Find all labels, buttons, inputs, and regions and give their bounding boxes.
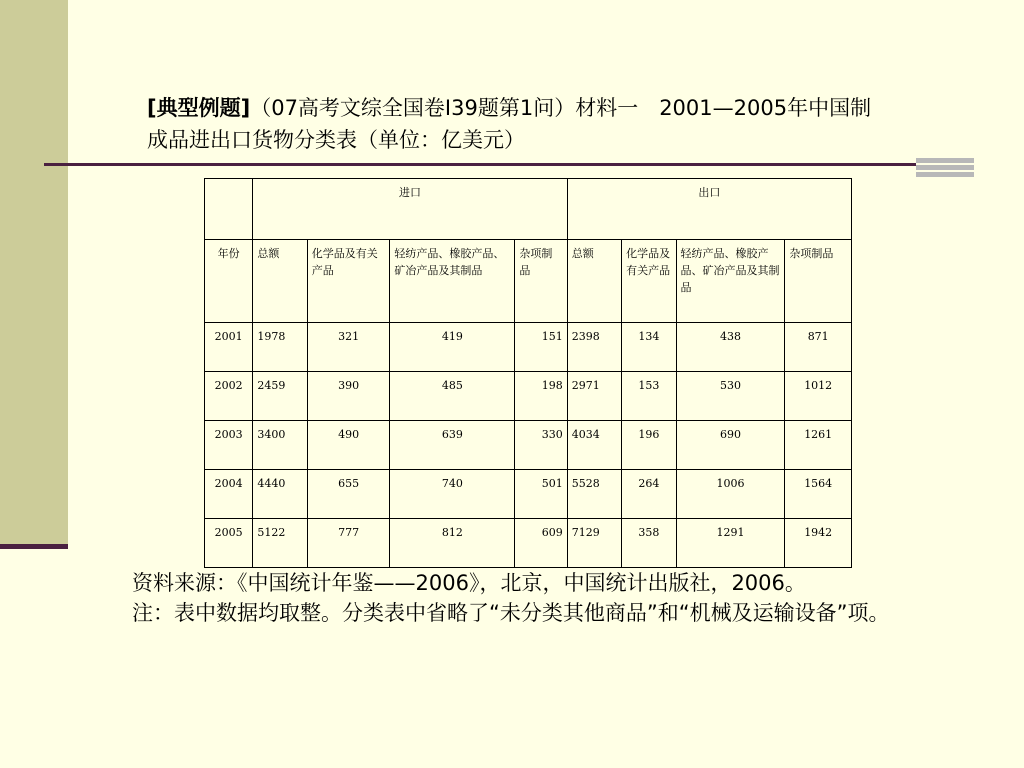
data-note: 注：表中数据均取整。分类表中省略了“未分类其他商品”和“机械及运输设备”项。	[132, 601, 890, 625]
table-cell: 1942	[785, 519, 852, 568]
table-cell: 1012	[785, 372, 852, 421]
table-cell: 485	[390, 372, 515, 421]
footnotes	[132, 568, 962, 628]
table-row	[205, 323, 852, 372]
table-cell: 740	[390, 470, 515, 519]
table-cell: 358	[622, 519, 676, 568]
import-group-header: 进口	[253, 179, 567, 240]
table-cell: 1261	[785, 421, 852, 470]
table-cell: 1006	[676, 470, 785, 519]
table-row	[205, 470, 852, 519]
table-cell: 812	[390, 519, 515, 568]
table-cell: 3400	[253, 421, 307, 470]
table-cell: 2398	[567, 323, 621, 372]
table-row	[205, 519, 852, 568]
table-cell: 4034	[567, 421, 621, 470]
year-cell: 2003	[205, 421, 253, 470]
table-cell: 196	[622, 421, 676, 470]
table-cell: 419	[390, 323, 515, 372]
table-cell: 871	[785, 323, 852, 372]
table-cell: 777	[307, 519, 390, 568]
slide-title	[147, 92, 887, 156]
table-cell: 264	[622, 470, 676, 519]
source-note: 资料来源：《中国统计年鉴——2006》，北京，中国统计出版社，2006。	[132, 571, 806, 595]
column-header: 总额	[253, 240, 307, 323]
table-column-header-row	[205, 240, 852, 323]
table-cell: 151	[515, 323, 567, 372]
table-cell: 153	[622, 372, 676, 421]
table-cell: 639	[390, 421, 515, 470]
table-cell: 198	[515, 372, 567, 421]
table-cell: 490	[307, 421, 390, 470]
header-divider-accent	[916, 158, 974, 178]
left-band-underline	[0, 544, 68, 549]
column-header: 杂项制品	[785, 240, 852, 323]
table-cell: 609	[515, 519, 567, 568]
column-header: 化学品及有关产品	[622, 240, 676, 323]
table-row	[205, 421, 852, 470]
table-cell: 2459	[253, 372, 307, 421]
table-corner-cell	[205, 179, 253, 240]
table-cell: 501	[515, 470, 567, 519]
table-cell: 438	[676, 323, 785, 372]
left-decorative-band	[0, 0, 68, 546]
table-cell: 5528	[567, 470, 621, 519]
table-cell: 321	[307, 323, 390, 372]
column-header: 轻纺产品、橡胶产品、矿冶产品及其制品	[390, 240, 515, 323]
table-cell: 1978	[253, 323, 307, 372]
header-divider-line	[44, 163, 916, 166]
table-cell: 530	[676, 372, 785, 421]
table-cell: 4440	[253, 470, 307, 519]
column-header: 年份	[205, 240, 253, 323]
table-cell: 390	[307, 372, 390, 421]
table-cell: 690	[676, 421, 785, 470]
column-header: 杂项制品	[515, 240, 567, 323]
column-header: 总额	[567, 240, 621, 323]
table-cell: 134	[622, 323, 676, 372]
table-cell: 1564	[785, 470, 852, 519]
table-row	[205, 372, 852, 421]
year-cell: 2005	[205, 519, 253, 568]
table-cell: 330	[515, 421, 567, 470]
year-cell: 2001	[205, 323, 253, 372]
table-cell: 2971	[567, 372, 621, 421]
table-cell: 1291	[676, 519, 785, 568]
table-group-header-row	[205, 179, 852, 240]
table-cell: 655	[307, 470, 390, 519]
title-text: （07高考文综全国卷Ⅰ39题第1问）材料一 2001—2005年中国制成品进出口货物分类表（单位：亿美元）	[147, 96, 872, 152]
year-cell: 2002	[205, 372, 253, 421]
column-header: 化学品及有关产品	[307, 240, 390, 323]
table-cell: 7129	[567, 519, 621, 568]
trade-table	[204, 178, 852, 568]
title-tag: [典型例题]	[147, 96, 251, 120]
export-group-header: 出口	[567, 179, 851, 240]
year-cell: 2004	[205, 470, 253, 519]
column-header: 轻纺产品、橡胶产品、矿冶产品及其制品	[676, 240, 785, 323]
table-cell: 5122	[253, 519, 307, 568]
